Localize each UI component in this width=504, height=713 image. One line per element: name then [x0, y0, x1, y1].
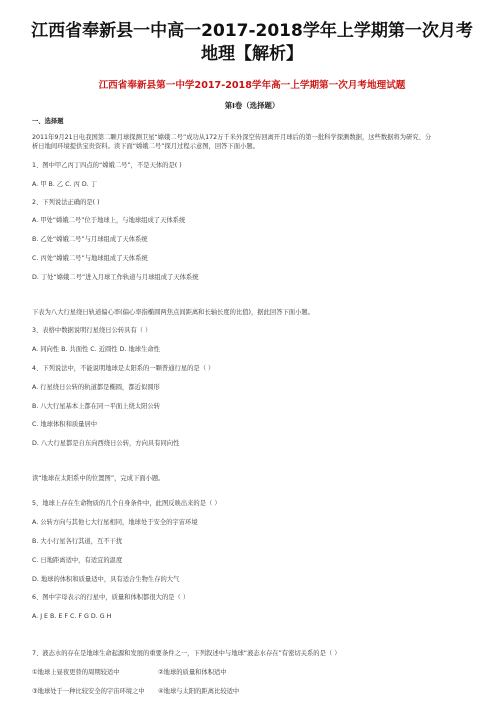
- page-title: [20, 20, 484, 66]
- question-7-choice-3: ③地球处于一种比较安全的宇宙环境之中: [32, 688, 145, 695]
- question-2-option-a: A. 甲处“嫦娥二号”位于地球上，与地球组成了天体系统: [32, 217, 186, 224]
- question-7-choices-row-1: [32, 669, 227, 677]
- part-heading: 第Ⅰ卷（选择题）: [224, 101, 280, 110]
- question-2: 2、下列说法正确的是( ): [32, 199, 100, 206]
- question-4-option-d: D. 八大行星都是自东向西绕日公转，方向具有同向性: [32, 440, 180, 447]
- question-4: 4、下列说法中，不能说明地球是太阳系的一颗普通行星的是（ ）: [32, 365, 215, 372]
- passage-1-line-2: 析日地间环境提供宝贵资料。读下面“嫦娥二号”探月过程示意图，回答下面小题。: [32, 143, 259, 150]
- question-5-option-d: D. 地球的体积和质量适中，具有适合生物生存的大气: [32, 576, 180, 583]
- passage-1-line-1: 2011年9月21日电我国第二颗月球探测卫星“嫦娥二号”成功从172万千米外深空传回离开月球后的第一批科学探测数据，这些数据将为研究、分: [32, 134, 432, 141]
- paper-heading: 江西省奉新县第一中学2017-2018学年高一上学期第一次月考地理试题: [98, 80, 406, 91]
- passage-2: 下表为八大行星绕日轨道偏心率(偏心率指椭圆两焦点间距离和长轴长度的比值)，据此回答下面小题。: [32, 309, 314, 316]
- section-heading: 一、选择题: [32, 118, 64, 125]
- question-7: 7、液态水的存在是地球生命起源和发展的重要条件之一，下列叙述中与地球“液态水存在”有密切关系的是（ ）: [32, 650, 341, 657]
- passage-3: 读“地球在太阳系中的位置图”，完成下面小题。: [32, 475, 165, 482]
- page-title-line-2: 地理【解析】: [201, 44, 303, 64]
- question-5: 5、地球上存在生命物质的几个自身条件中，此图反映出来的是（ ）: [32, 500, 221, 507]
- question-7-choice-1: ①地球上昼夜更替的周期较适中: [32, 669, 120, 676]
- question-7-choices-row-2: [32, 688, 240, 696]
- question-6-options: A. J E B. E F C. F G D. G H: [32, 613, 112, 620]
- question-2-option-c: C. 丙处“嫦娥二号”与地球组成了天体系统: [32, 255, 148, 262]
- question-5-option-c: C. 日地距离适中，有适宜的温度: [32, 557, 123, 564]
- question-7-choice-4: ④地球与太阳的距离比较适中: [158, 688, 240, 695]
- question-3: 3、表格中数据说明行星绕日公转具有（ ）: [32, 327, 152, 334]
- question-1-options: A. 甲 B. 乙 C. 丙 D. 丁: [32, 181, 97, 188]
- question-6: 6、图中字母表示的行星中，质量和体积都很大的是（ ）: [32, 594, 190, 601]
- question-5-option-a: A. 公转方向与其他七大行星相同，地球处于安全的宇宙环境: [32, 519, 198, 526]
- question-4-option-b: B. 八大行星基本上都在同一平面上绕太阳公转: [32, 403, 160, 410]
- page-title-line-1: 江西省奉新县一中高一2017-2018学年上学期第一次月考: [31, 21, 473, 41]
- question-2-option-d: D. 丁处“嫦娥二号”进入月球工作轨道与月球组成了天体系统: [32, 274, 199, 281]
- question-5-option-b: B. 大小行星各行其道，互不干扰: [32, 538, 123, 545]
- question-3-options: A. 同向性 B. 共面性 C. 近圆性 D. 地球生命性: [32, 346, 160, 353]
- question-4-option-c: C. 地球体积和质量居中: [32, 421, 98, 428]
- question-4-option-a: A. 行星绕日公转的轨道都是椭圆，都近似圆形: [32, 384, 160, 391]
- question-1: 1、图中甲乙丙丁四点的“嫦娥二号”，不是天体的是( ): [32, 162, 182, 169]
- question-7-choice-2: ②地球的质量和体积适中: [158, 669, 227, 676]
- question-2-option-b: B. 乙处“嫦娥二号”与月球组成了天体系统: [32, 236, 148, 243]
